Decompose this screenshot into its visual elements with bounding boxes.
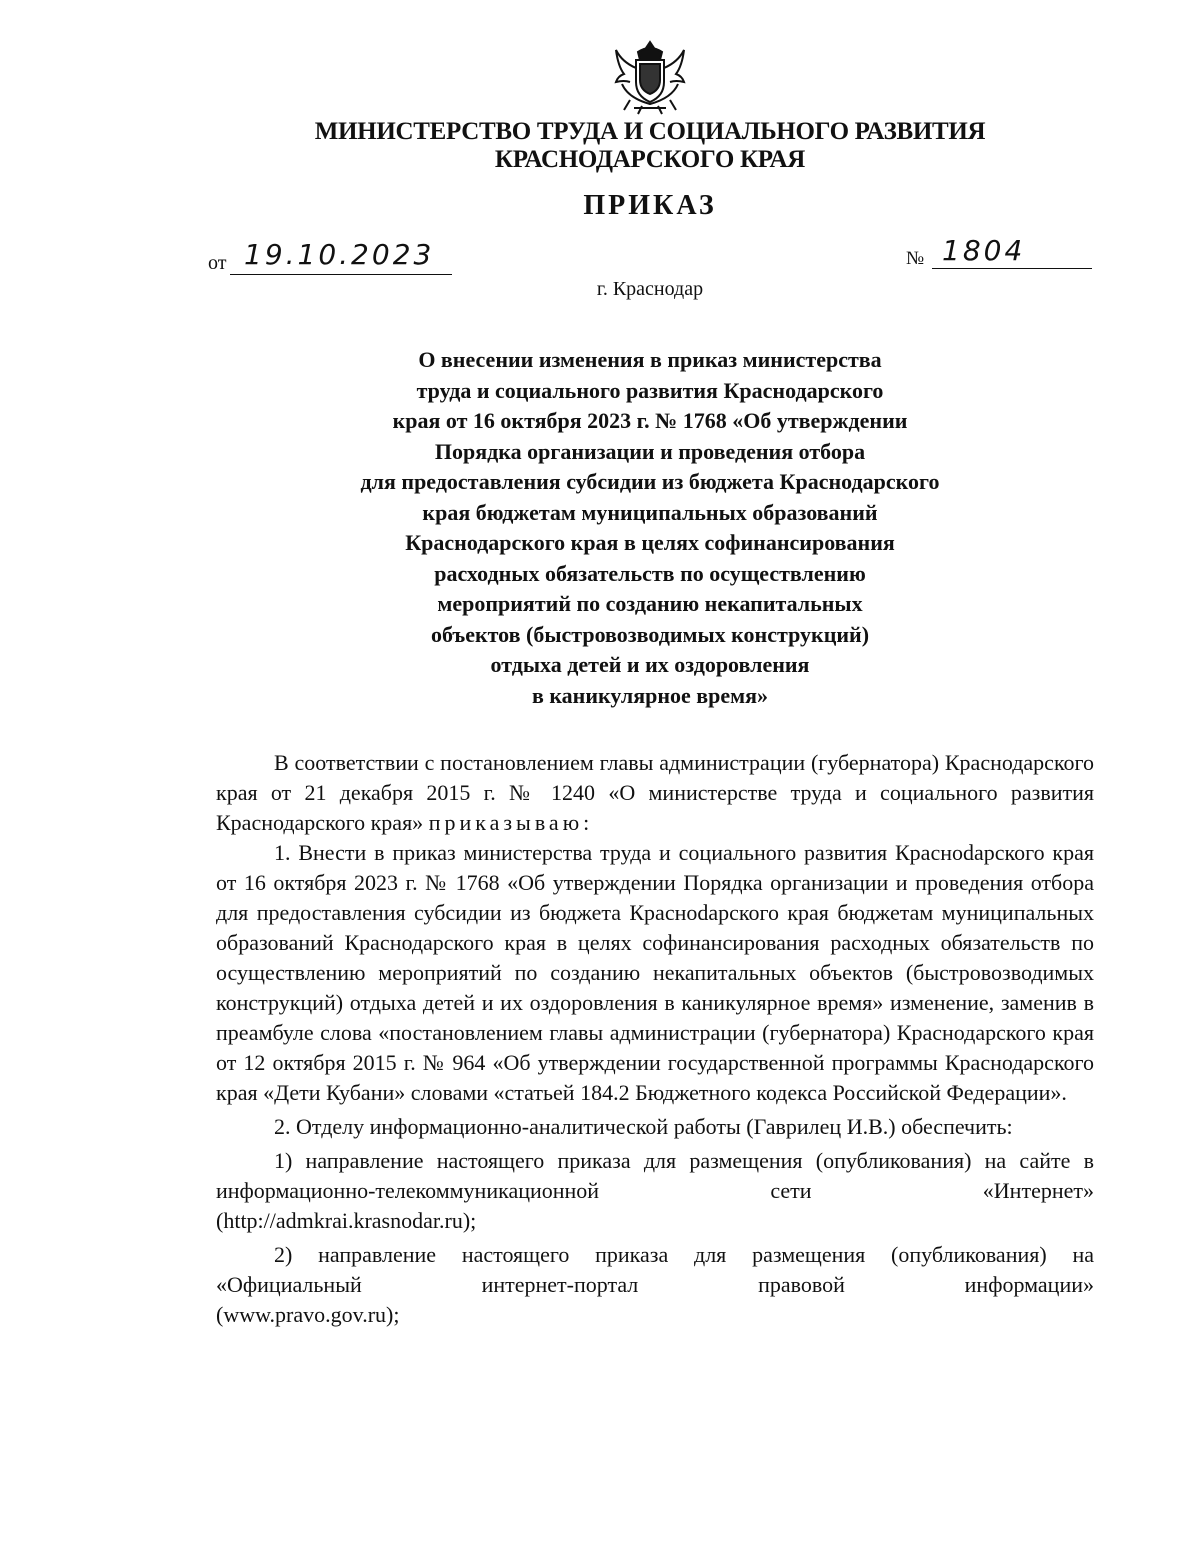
subpoint-1-url: (http://admkrai.krasnodar.ru); xyxy=(216,1208,477,1233)
number-underline xyxy=(932,268,1092,269)
title-line: в каникулярное время» xyxy=(531,682,769,708)
point-2: 2. Отделу информационно-аналитической работы (Гаврилец И.В.) обеспечить: xyxy=(274,1114,1013,1139)
order-title xyxy=(260,345,1040,711)
title-line: для предоставления субсидии из бюджета Краснодарского xyxy=(360,469,940,494)
title-line: Порядка организации и проведения отбора xyxy=(434,438,866,464)
subpoint-2 xyxy=(216,1240,1094,1330)
number-prefix: № xyxy=(906,248,925,269)
title-line: Краснодарского края в целях софинансирования xyxy=(405,530,895,555)
subpoint-2-text: 2) направление настоящего приказа для размещения (опубликования) на «Официальный интернет-портал правовой информации» xyxy=(216,1242,1094,1297)
ministry-line-1: МИНИСТЕРСТВО ТРУДА И СОЦИАЛЬНОГО РАЗВИТИЯ xyxy=(314,118,986,145)
preamble-paragraph xyxy=(216,748,1094,838)
title-line: края бюджетам муниципальных образований xyxy=(422,499,878,525)
subpoint-2-url: (www.pravo.gov.ru); xyxy=(216,1302,400,1327)
ministry-line-2: КРАСНОДАРСКОГО КРАЯ xyxy=(494,146,806,173)
order-body xyxy=(216,748,1094,1330)
title-line: мероприятий по созданию некапитальных xyxy=(437,591,863,616)
title-line: расходных обязательств по осуществлению xyxy=(434,560,866,586)
preamble-text: В соответствии с постановлением главы администрации (губернатора) Краснодарского края от 21 декабря 2015 г. № 1240 «О министерстве труда и социального развития Краснодарского края» xyxy=(216,750,1094,835)
title-line: отдыха детей и их оздоровления xyxy=(490,652,810,677)
date-prefix: от xyxy=(208,252,227,274)
date-underline xyxy=(230,274,452,275)
date-handwritten: 19.10.2023 xyxy=(244,238,435,271)
title-line: объектов (быстровозводимых конструкций) xyxy=(430,621,870,647)
point-1: 1. Внести в приказ министерства труда и социального развития Красноdарского края от 16 октября 2023 г. № 1768 «Об утверждении Порядка организации и проведения отбора для предоставления субсидии из бюджета Красноdарского края бюджетам муниципальных образований Краснодарского края в целях софинансирования расходных обязательств по осуществлению мероприятий по созданию некапитальных объектов (быстровозводимых конструкций) отдыха детей и их оздоровления в каникулярное время» изменение, заменив в преамбуле слова «постановлением главы администрации (губернатора) Краснодарского края от 12 октября 2015 г. № 964 «Об утверждении государственной программы Краснодарского края «Дети Кубани» словами «статьей 184.2 Бюджетного кодекса Российской Федерации». xyxy=(216,840,1094,1105)
title-line: края от 16 октября 2023 г. № 1768 «Об утверждении xyxy=(392,408,908,433)
title-line: труда и социального развития Краснодарского xyxy=(416,377,884,403)
title-line: О внесении изменения в приказ министерства xyxy=(418,347,882,372)
order-word: приказываю: xyxy=(428,810,594,835)
number-handwritten: 1804 xyxy=(942,234,1026,267)
city: г. Краснодар xyxy=(596,278,704,300)
subpoint-1 xyxy=(216,1146,1094,1236)
coat-of-arms-icon xyxy=(612,38,688,118)
document-type: ПРИКАЗ xyxy=(583,190,717,221)
ministry-name xyxy=(200,118,1100,174)
subpoint-1-text: 1) направление настоящего приказа для размещения (опубликования) на сайте в информационно-телекоммуникационной сети «Интернет» xyxy=(216,1148,1094,1203)
